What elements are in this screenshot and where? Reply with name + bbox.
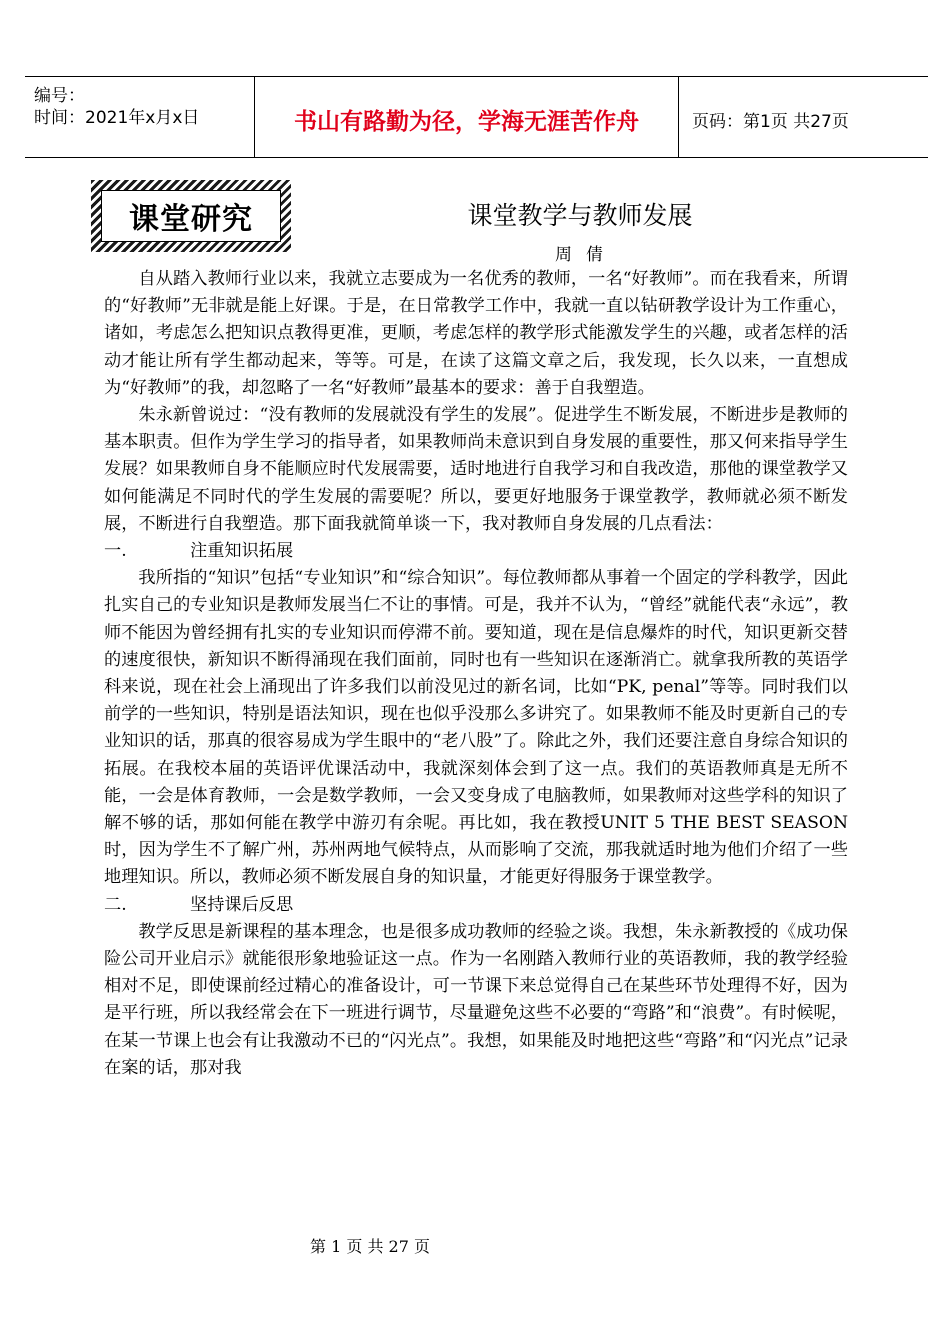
header-left-cell — [25, 77, 254, 157]
time-label: 时间：2021年x月x日 — [34, 108, 200, 128]
footer-page-number: 第 1 页 共 27 页 — [310, 1237, 430, 1256]
article-body — [104, 266, 848, 1082]
section-heading — [104, 538, 848, 565]
section-number: 二. — [104, 894, 127, 915]
paragraph: 朱永新曾说过：“没有教师的发展就没有学生的发展”。促进学生不断发展，不断进步是教师的基本职责。但作为学生学习的指导者，如果教师尚未意识到自身发展的重要性，那又何来指导学生发展？如果教师自身不能顺应时代发展需要，适时地进行自我学习和自我改造，那他的课堂教学又如何能满足不同时代的学生发展的需要呢？所以，要更好地服务于课堂教学，教师就必须不断发展，不断进行自我塑造。那下面我就简单谈一下，我对教师自身发展的几点看法： — [104, 405, 848, 534]
article-title: 课堂教学与教师发展 — [467, 201, 693, 230]
paragraph: 我所指的“知识”包括“专业知识”和“综合知识”。每位教师都从事着一个固定的学科教学，因此扎实自己的专业知识是教师发展当仁不让的事情。可是，我并不认为，“曾经”就能代表“永远”，教师不能因为曾经拥有扎实的专业知识而停滞不前。要知道，现在是信息爆炸的时代，知识更新交替的速度很快，新知识不断得涌现在我们面前，同时也有一些知识在逐渐消亡。就拿我所教的英语学科来说，现在社会上涌现出了许多我们以前没见过的新名词，比如“PK, penal”等等。同时我们以前学的一些知识，特别是语法知识，现在也似乎没那么多讲究了。如果教师不能及时更新自己的专业知识的话，那真的很容易成为学生眼中的“老八股”了。除此之外，我们还要注意自身综合知识的拓展。在我校本届的英语评优课活动中，我就深刻体会到了这一点。我们的英语教师真是无所不能，一会是体育教师，一会是数学教师，一会又变身成了电脑教师，如果教师对这些学科的知识了解不够的话，那如何能在教学中游刃有余呢。再比如，我在教授UNIT 5 THE BEST SEASON时，因为学生不了解广州，苏州两地气候特点，从而影响了交流，那我就适时地为他们介绍了一些地理知识。所以，教师必须不断发展自身的知识量，才能更好得服务于课堂教学。 — [104, 568, 848, 888]
column-badge-label: 课堂研究 — [101, 190, 281, 242]
paragraph: 教学反思是新课程的基本理念，也是很多成功教师的经验之谈。我想，朱永新教授的《成功保险公司开业启示》就能很形象地验证这一点。作为一名刚踏入教师行业的英语教师，我的教学经验相对不足，即使课前经过精心的准备设计，可一节课下来总觉得自己在某些环节处理得不好，因为是平行班，所以我经常会在下一班进行调节，尽量避免这些不必要的“弯路”和“浪费”。有时候呢，在某一节课上也会有让我激动不已的“闪光点”。我想，如果能及时地把这些“弯路”和“闪光点”记录在案的话，那对我 — [104, 921, 848, 1078]
document-header — [25, 76, 928, 158]
column-badge — [91, 180, 291, 252]
section-title: 坚持课后反思 — [190, 894, 294, 915]
paragraph: 自从踏入教师行业以来，我就立志要成为一名优秀的教师，一名“好教师”。而在我看来，所谓的“好教师”无非就是能上好课。于是，在日常教学工作中，我就一直以钻研教学设计为工作重心，诸如，考虑怎么把知识点教得更准，更顺，考虑怎样的教学形式能激发学生的兴趣，或者怎样的活动才能让所有学生都动起来，等等。可是，在读了这篇文章之后，我发现，长久以来，一直想成为“好教师”的我，却忽略了一名“好教师”最基本的要求：善于自我塑造。 — [104, 269, 848, 398]
section-number: 一. — [104, 541, 127, 562]
page-info: 页码：第1页 共27页 — [692, 112, 849, 132]
header-page-cell — [678, 77, 928, 157]
section-heading — [104, 892, 848, 919]
page-footer — [0, 1234, 950, 1257]
header-motto-cell — [254, 77, 679, 157]
header-motto: 书山有路勤为径，学海无涯苦作舟 — [294, 109, 639, 135]
section-title: 注重知识拓展 — [190, 541, 294, 562]
article-author: 周倩 — [555, 245, 617, 265]
code-label: 编号： — [34, 86, 85, 106]
